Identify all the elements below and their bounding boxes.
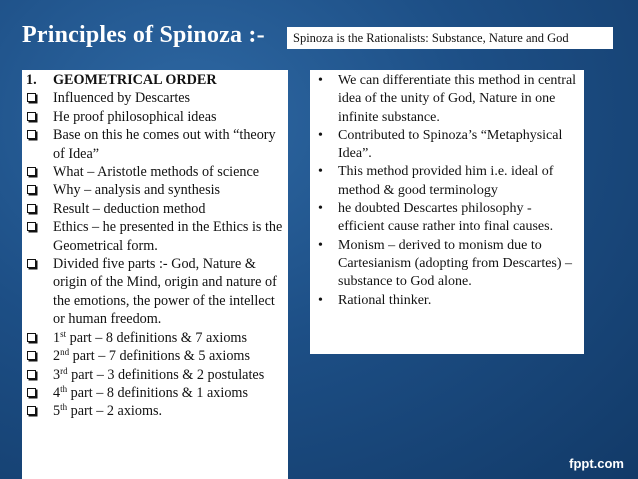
list-item — [26, 366, 286, 384]
checkbox-bullet-icon — [27, 351, 36, 360]
list-item — [26, 89, 286, 107]
checkbox-bullet-icon — [27, 222, 36, 231]
section-number: 1. — [26, 72, 37, 88]
list-item — [26, 402, 286, 420]
checkbox-bullet-icon — [27, 388, 36, 397]
list-item-text: Why – analysis and synthesis — [53, 182, 221, 199]
bullet-icon: • — [318, 201, 323, 217]
list-item — [26, 163, 286, 181]
list-item — [318, 237, 580, 292]
list-item — [318, 163, 580, 200]
list-item-text: What – Aristotle methods of science — [53, 164, 260, 181]
checkbox-bullet-icon — [27, 333, 36, 342]
slide-subtitle: Spinoza is the Rationalists: Substance, Nature and God — [287, 27, 613, 49]
list-item-text: Rational thinker. — [338, 292, 432, 308]
left-content-panel — [22, 70, 288, 479]
section-heading — [26, 71, 286, 89]
list-item-text: Monism – derived to monism due to Cartesianism (adopting from Descartes) – substance to God alone. — [338, 237, 573, 290]
section-heading-text: GEOMETRICAL ORDER — [53, 72, 217, 88]
list-item — [26, 384, 286, 402]
checkbox-bullet-icon — [27, 259, 36, 268]
list-item — [26, 108, 286, 126]
list-item-text: 1st part – 8 definitions & 7 axioms — [53, 328, 247, 346]
list-item-text: Result – deduction method — [53, 200, 206, 217]
list-item-text: 4th part – 8 definitions & 1 axioms — [53, 383, 248, 401]
list-item — [26, 218, 286, 255]
list-item — [318, 72, 580, 127]
bullet-icon: • — [318, 292, 323, 308]
list-item-text: This method provided him i.e. ideal of method & good terminology — [338, 164, 554, 198]
list-item — [26, 200, 286, 218]
checkbox-bullet-icon — [27, 167, 36, 176]
list-item-text: We can differentiate this method in central idea of the unity of God, Nature in one infinite substance. — [338, 73, 577, 125]
list-item-text: 2nd part – 7 definitions & 5 axioms — [53, 347, 250, 365]
checkbox-bullet-icon — [27, 185, 36, 194]
list-item — [318, 200, 580, 237]
list-item-text: 5th part – 2 axioms. — [53, 402, 163, 420]
list-item — [26, 347, 286, 365]
checkbox-bullet-icon — [27, 112, 36, 121]
list-item-text: Ethics – he presented in the Ethics is the Geometrical form. — [53, 219, 283, 254]
checkbox-bullet-icon — [27, 406, 36, 415]
list-item-text: Divided five parts :- God, Nature & origin of the Mind, origin and nature of the emotions, the power of the intellect or human freedom. — [53, 256, 277, 328]
bullet-icon: • — [318, 237, 323, 253]
list-item — [318, 127, 580, 164]
list-item-text: Influenced by Descartes — [53, 90, 191, 107]
list-item — [26, 126, 286, 163]
checkbox-bullet-icon — [27, 370, 36, 379]
list-item-text: he doubted Descartes philosophy - efficient cause rather into final causes. — [338, 201, 554, 235]
list-item — [318, 292, 580, 310]
list-item-text: Base on this he comes out with “theory of Idea” — [53, 127, 276, 162]
list-item — [26, 329, 286, 347]
right-content-panel — [310, 70, 584, 354]
fppt-logo: fppt.com — [569, 456, 624, 471]
list-item-text: He proof philosophical ideas — [53, 108, 217, 125]
slide-title: Principles of Spinoza :- — [22, 22, 265, 48]
bullet-icon: • — [318, 127, 323, 143]
list-item — [26, 255, 286, 329]
checkbox-bullet-icon — [27, 130, 36, 139]
list-item — [26, 181, 286, 199]
checkbox-bullet-icon — [27, 93, 36, 102]
checkbox-bullet-icon — [27, 204, 36, 213]
bullet-icon: • — [318, 164, 323, 180]
bullet-icon: • — [318, 73, 323, 88]
list-item-text: 3rd part – 3 definitions & 2 postulates — [53, 365, 265, 383]
list-item-text: Contributed to Spinoza’s “Metaphysical Idea”. — [338, 127, 563, 162]
